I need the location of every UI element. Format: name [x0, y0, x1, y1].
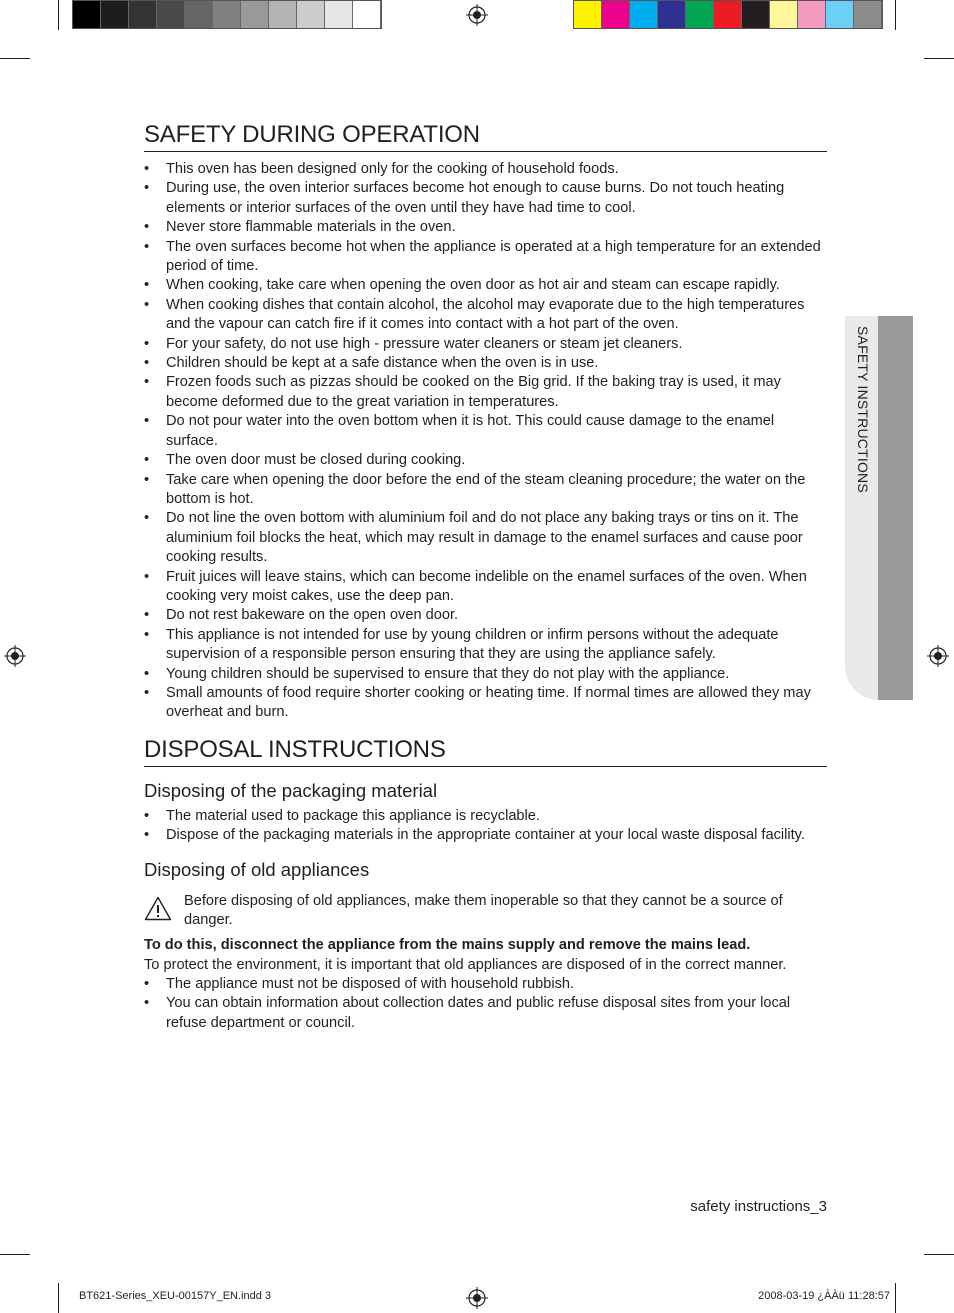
color-swatch — [714, 1, 742, 28]
color-swatch — [157, 1, 185, 28]
list-item: • Small amounts of food require shorter cooking or heating time. If normal times are allowed they may overheat and burn. — [144, 684, 827, 723]
list-item: • During use, the oven interior surfaces become hot enough to cause burns. Do not touch heating elements or interior surfaces of the oven until they have had time to cool. — [144, 179, 827, 218]
color-swatch — [742, 1, 770, 28]
old-appliances-list — [144, 975, 827, 1033]
color-swatch — [798, 1, 826, 28]
color-swatch — [574, 1, 602, 28]
list-item: • Do not line the oven bottom with aluminium foil and do not place any baking trays or tins on it. The aluminium foil blocks the heat, which may result in damage to the enamel surfaces and cause poor cooking results. — [144, 509, 827, 567]
side-tab-strip — [878, 316, 913, 700]
footer-file-name: BT621-Series_XEU-00157Y_EN.indd 3 — [79, 1290, 272, 1302]
packaging-heading: Disposing of the packaging material — [144, 779, 438, 801]
crop-mark — [895, 1283, 896, 1313]
list-item: • Children should be kept at a safe distance when the oven is in use. — [144, 354, 827, 373]
old-appliances-heading: Disposing of old appliances — [144, 858, 370, 880]
color-swatch — [213, 1, 241, 28]
color-swatch — [602, 1, 630, 28]
registration-mark-icon — [927, 645, 949, 667]
disposal-section-title: DISPOSAL INSTRUCTIONS — [144, 735, 827, 767]
list-item: • The appliance must not be disposed of with household rubbish. — [144, 975, 827, 994]
registration-mark-icon — [466, 1287, 488, 1309]
crop-mark — [0, 58, 30, 59]
list-item: • This appliance is not intended for use by young children or infirm persons without the adequate supervision of a responsible person ensuring that they are using the appliance safely. — [144, 626, 827, 665]
color-swatch — [630, 1, 658, 28]
color-swatch — [854, 1, 882, 28]
crop-mark — [58, 0, 59, 30]
page-content — [144, 120, 827, 1033]
color-swatch — [129, 1, 157, 28]
packaging-list — [144, 807, 827, 846]
list-item: • This oven has been designed only for the cooking of household foods. — [144, 160, 827, 179]
list-item: • Do not pour water into the oven bottom when it is hot. This could cause damage to the enamel surface. — [144, 412, 827, 451]
safety-section-title: SAFETY DURING OPERATION — [144, 120, 827, 152]
registration-mark-icon — [466, 4, 488, 26]
list-item: • Frozen foods such as pizzas should be cooked on the Big grid. If the baking tray is used, it may become deformed due to the great variation in temperatures. — [144, 373, 827, 412]
grayscale-color-bar — [72, 0, 382, 29]
list-item: • Young children should be supervised to ensure that they do not play with the appliance. — [144, 665, 827, 684]
warning-note — [144, 892, 827, 932]
list-item: • The oven surfaces become hot when the appliance is operated at a high temperature for an extended period of time. — [144, 238, 827, 277]
safety-list — [144, 160, 827, 723]
warning-text: Before disposing of old appliances, make them inoperable so that they cannot be a source of danger. — [184, 892, 783, 929]
color-swatch — [770, 1, 798, 28]
list-item: • When cooking dishes that contain alcohol, the alcohol may evaporate due to the high temperatures and the vapour can catch fire if it comes into contact with a hot part of the oven. — [144, 296, 827, 335]
list-item: • When cooking, take care when opening the oven door as hot air and steam can escape rapidly. — [144, 276, 827, 295]
color-swatch — [73, 1, 101, 28]
crop-mark — [0, 1254, 30, 1255]
color-swatch — [241, 1, 269, 28]
color-swatch — [826, 1, 854, 28]
color-swatch — [297, 1, 325, 28]
color-swatch — [686, 1, 714, 28]
registration-mark-icon — [4, 645, 26, 667]
warning-triangle-icon — [144, 892, 184, 926]
side-tab-label: SAFETY INSTRUCTIONS — [855, 326, 871, 493]
color-swatch — [353, 1, 381, 28]
color-swatch — [658, 1, 686, 28]
list-item: • Dispose of the packaging materials in the appropriate container at your local waste disposal facility. — [144, 826, 827, 845]
color-swatch — [325, 1, 353, 28]
crop-mark — [895, 0, 896, 30]
list-item: • For your safety, do not use high - pressure water cleaners or steam jet cleaners. — [144, 335, 827, 354]
color-swatch — [101, 1, 129, 28]
crop-mark — [924, 58, 954, 59]
color-swatch — [269, 1, 297, 28]
list-item: • Take care when opening the door before the end of the steam cleaning procedure; the water on the bottom is hot. — [144, 471, 827, 510]
list-item: • Never store flammable materials in the oven. — [144, 218, 827, 237]
page-number: safety instructions_3 — [690, 1198, 827, 1215]
list-item: • Fruit juices will leave stains, which can become indelible on the enamel surfaces of the oven. When cooking very moist cakes, use the deep pan. — [144, 568, 827, 607]
list-item: • The material used to package this appliance is recyclable. — [144, 807, 827, 826]
list-item: • You can obtain information about collection dates and public refuse disposal sites from your local refuse department or council. — [144, 994, 827, 1033]
crop-mark — [924, 1254, 954, 1255]
disconnect-instruction: To do this, disconnect the appliance from the mains supply and remove the mains lead. — [144, 937, 751, 954]
list-item: • The oven door must be closed during cooking. — [144, 451, 827, 470]
crop-mark — [58, 1283, 59, 1313]
color-swatch — [185, 1, 213, 28]
environment-paragraph: To protect the environment, it is important that old appliances are disposed of in the correct manner. — [144, 956, 787, 973]
footer-timestamp: 2008-03-19 ¿ÀÀü 11:28:57 — [758, 1290, 890, 1302]
cmyk-color-bar — [573, 0, 883, 29]
list-item: • Do not rest bakeware on the open oven door. — [144, 606, 827, 625]
